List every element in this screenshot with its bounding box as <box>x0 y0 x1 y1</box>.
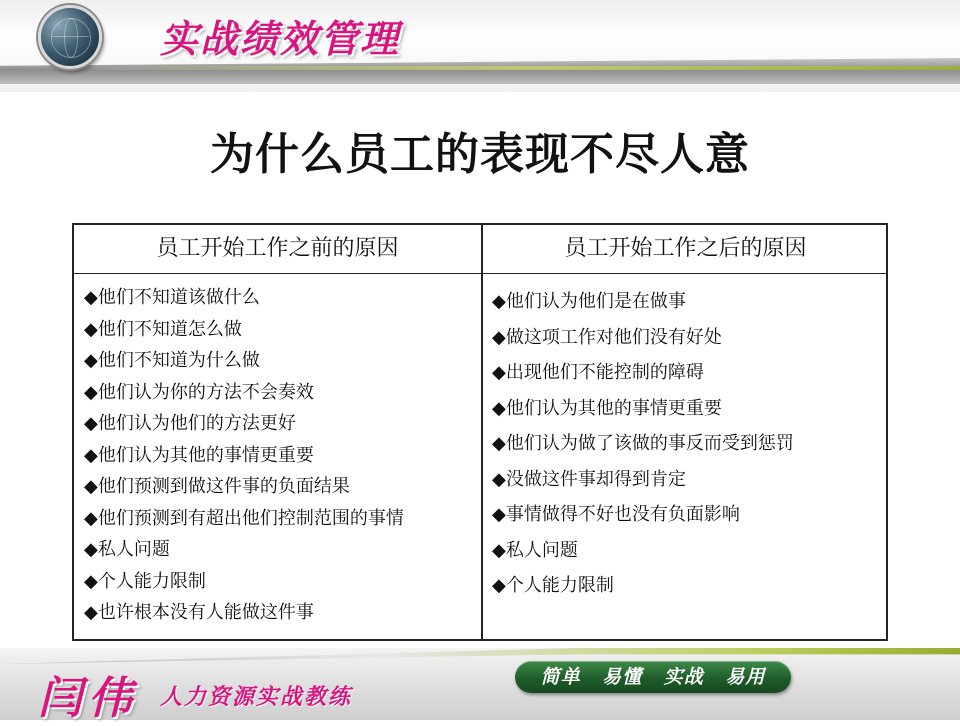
list-item: ◆他们认为他们是在做事 <box>492 291 686 312</box>
list-item: ◆出现他们不能控制的障碍 <box>492 362 704 383</box>
list-item: ◆私人问题 <box>492 539 578 561</box>
reasons-after-list <box>492 284 794 604</box>
list-item: ◆做这项工作对他们没有好处 <box>492 326 722 348</box>
footer-band <box>0 648 960 720</box>
list-item: ◆他们认为做了该做的事反而受到惩罚 <box>492 433 794 454</box>
list-item: ◆事情做得不好也没有负面影响 <box>492 504 740 525</box>
header-title: 实战绩效管理 <box>160 17 401 61</box>
table-divider-vertical <box>481 225 483 639</box>
globe-icon <box>38 5 102 69</box>
table-divider-horizontal <box>74 273 886 274</box>
tagline-text: 简单 易懂 实战 易用 <box>540 666 766 688</box>
presenter-name: 闫伟 <box>38 673 138 724</box>
presenter-subtitle: 人力资源实战教练 <box>160 685 353 710</box>
list-item: ◆他们认为其他的事情更重要 <box>492 397 722 419</box>
reasons-table <box>72 223 888 641</box>
list-item: ◆他们认为你的方法不会奏效 <box>84 381 314 403</box>
slide-title: 为什么员工的表现不尽人意 <box>210 129 750 180</box>
list-item: ◆他们不知道该做什么 <box>84 287 260 308</box>
reasons-before-list <box>84 282 404 629</box>
list-item: ◆他们不知道怎么做 <box>84 318 242 340</box>
list-item: ◆个人能力限制 <box>492 575 614 596</box>
list-item: ◆他们预测到有超出他们控制范围的事情 <box>84 507 404 529</box>
list-item: ◆他们预测到做这件事的负面结果 <box>84 476 350 497</box>
list-item: ◆没做这件事却得到肯定 <box>492 468 686 490</box>
column-heading-after: 员工开始工作之后的原因 <box>564 236 807 261</box>
column-heading-before: 员工开始工作之前的原因 <box>156 236 399 261</box>
list-item: ◆私人问题 <box>84 539 170 560</box>
list-item: ◆也许根本没有人能做这件事 <box>84 602 314 623</box>
list-item: ◆他们不知道为什么做 <box>84 350 260 371</box>
list-item: ◆他们认为他们的方法更好 <box>84 413 296 434</box>
list-item: ◆个人能力限制 <box>84 570 206 592</box>
list-item: ◆他们认为其他的事情更重要 <box>84 444 314 466</box>
header-accent-line <box>96 66 960 70</box>
